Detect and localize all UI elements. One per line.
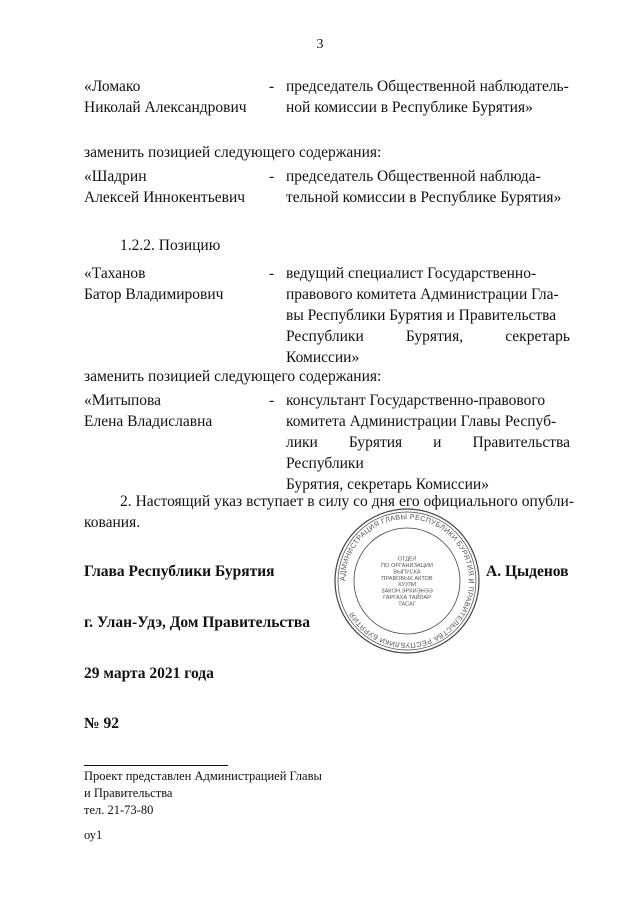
seal-center-line: ПО ОРГАНИЗАЦИИ bbox=[381, 563, 433, 569]
signatory-name: А. Цыденов bbox=[486, 563, 569, 580]
dash: - bbox=[269, 265, 275, 282]
member-role: ведущий специалист Государственно- правового комитета Администрации Гла- вы Республики Бурятия и Правительства Республики Бурятия, секретарь Комиссии» bbox=[286, 265, 570, 366]
member-role: председатель Общественной наблюдатель- ной комиссии в Республике Бурятия» bbox=[286, 78, 569, 116]
signatory-position: Глава Республики Бурятия bbox=[84, 563, 275, 580]
seal-center-line: ТАСАГ bbox=[398, 601, 416, 608]
seal-center-line: ХУУЛИ bbox=[397, 582, 417, 589]
seal-center-line: ВЫПУСКА bbox=[393, 569, 421, 576]
footnote-divider bbox=[84, 765, 228, 766]
member-role: консультант Государственно-правового комитета Администрации Главы Респуб- лики Бурятия и Правительства Республики Бурятия, секретарь Комиссии» bbox=[286, 392, 570, 493]
member-name: «Митыпова Елена Владиславна bbox=[84, 392, 213, 430]
dash: - bbox=[269, 168, 275, 185]
official-seal bbox=[332, 506, 482, 656]
dash: - bbox=[269, 392, 275, 409]
decree-number: № 92 bbox=[84, 715, 119, 732]
document-code: оу1 bbox=[84, 828, 103, 842]
footnote-phone: тел. 21-73-80 bbox=[84, 803, 154, 817]
replace-instruction: заменить позицией следующего содержания: bbox=[84, 144, 382, 161]
place: г. Улан-Удэ, Дом Правительства bbox=[84, 614, 311, 631]
clause-2: 2. Настоящий указ вступает в силу со дня его официального опубли-кования. bbox=[84, 493, 574, 531]
member-name: «Шадрин Алексей Иннокентьевич bbox=[84, 168, 246, 206]
seal-center-text bbox=[381, 557, 433, 608]
date: 29 марта 2021 года bbox=[84, 665, 214, 682]
footnote-line-1: Проект представлен Администрацией Главы bbox=[84, 769, 322, 783]
member-role: председатель Общественной наблюда- тельной комиссии в Республике Бурятия» bbox=[286, 168, 562, 206]
member-name: «Таханов Батор Владимирович bbox=[84, 265, 224, 303]
seal-center-line: ЗАКОН ЭРХИЭНЭЭ bbox=[381, 588, 433, 595]
seal-center-line: ПРАВОВЫХ АКТОВ bbox=[381, 575, 433, 582]
seal-outer-text: АДМИНИСТРАЦИЯ ГЛАВЫ РЕСПУБЛИКИ БУРЯТИЯ И ПРАВИТЕЛЬСТВА РЕСПУБЛИКИ БУРЯТИЯ bbox=[337, 511, 477, 651]
page-number: 3 bbox=[316, 37, 324, 52]
seal-center-line: ГАРГАХА ТАЙЛАР bbox=[383, 595, 431, 601]
replace-instruction: заменить позицией следующего содержания: bbox=[84, 368, 382, 385]
dash: - bbox=[269, 78, 275, 95]
clause-1-2-2: 1.2.2. Позицию bbox=[120, 237, 221, 254]
member-name: «Ломако Николай Александрович bbox=[84, 78, 247, 116]
seal-center-line: ОТДЕЛ bbox=[397, 556, 417, 563]
footnote-line-2: и Правительства bbox=[84, 786, 173, 800]
